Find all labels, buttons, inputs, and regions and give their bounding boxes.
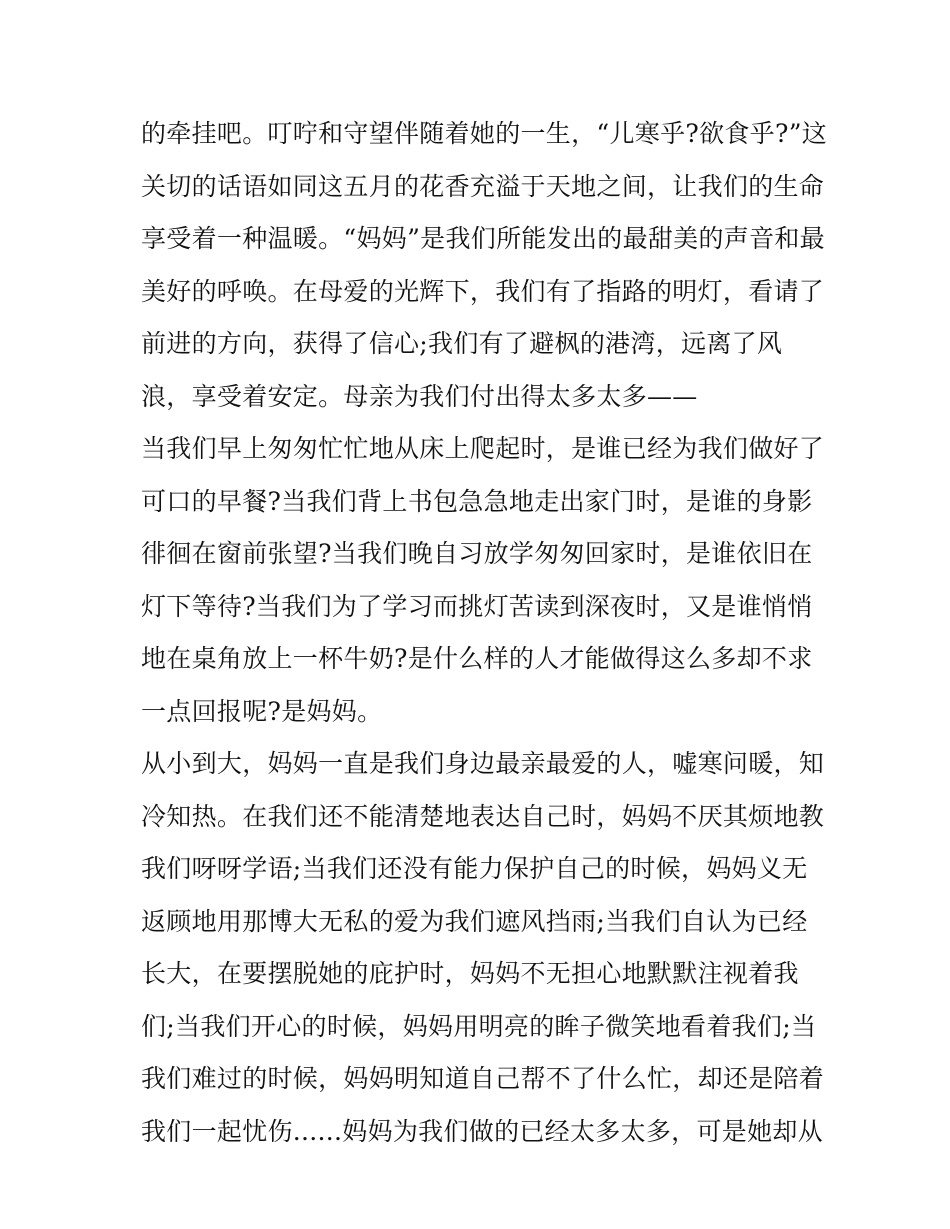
text-line: 地在桌角放上一杯牛奶?是什么样的人才能做得这么多却不求 <box>141 644 813 673</box>
text-line: 徘徊在窗前张望?当我们晚自习放学匆匆回家时，是谁依旧在 <box>141 539 813 568</box>
text-line: 的牵挂吧。叮咛和守望伴随着她的一生，“儿寒乎?欲食乎?”这 <box>141 119 828 148</box>
text-line: 一点回报呢?是妈妈。 <box>141 696 383 726</box>
text-line: 我们呀呀学语;当我们还没有能力保护自己的时候，妈妈义无 <box>141 854 808 883</box>
text-line: 们;当我们开心的时候，妈妈用明亮的眸子微笑地看着我们;当 <box>141 1011 817 1041</box>
text-line: 关切的话语如同这五月的花香充溢于天地之间，让我们的生命 <box>141 171 825 201</box>
text-line: 可口的早餐?当我们背上书包急急地走出家门时，是谁的身影 <box>141 486 813 516</box>
document-body <box>141 108 828 1158</box>
text-line: 从小到大，妈妈一直是我们身边最亲最爱的人，嘘寒问暖，知 <box>141 749 825 778</box>
text-line: 前进的方向，获得了信心;我们有了避枫的港湾，远离了风 <box>141 329 783 358</box>
text-line: 我们难过的时候，妈妈明知道自己帮不了什么忙，却还是陪着 <box>141 1064 825 1093</box>
text-line: 美好的呼唤。在母爱的光辉下，我们有了指路的明灯，看请了 <box>141 276 825 306</box>
text-line: 返顾地用那博大无私的爱为我们遮风挡雨;当我们自认为已经 <box>141 906 808 936</box>
text-line: 长大，在要摆脱她的庇护时，妈妈不无担心地默默注视着我 <box>141 959 799 988</box>
text-line: 冷知热。在我们还不能清楚地表达自己时，妈妈不厌其烦地教 <box>141 801 825 831</box>
text-line: 享受着一种温暖。“妈妈”是我们所能发出的最甜美的声音和最 <box>141 224 825 253</box>
text-line: 浪，享受着安定。母亲为我们付出得太多太多—— <box>141 381 698 411</box>
text-line: 当我们早上匆匆忙忙地从床上爬起时，是谁已经为我们做好了 <box>141 434 825 463</box>
text-line: 我们一起忧伤......妈妈为我们做的已经太多太多，可是她却从 <box>141 1116 823 1146</box>
text-line: 灯下等待?当我们为了学习而挑灯苦读到深夜时，又是谁悄悄 <box>141 591 813 621</box>
